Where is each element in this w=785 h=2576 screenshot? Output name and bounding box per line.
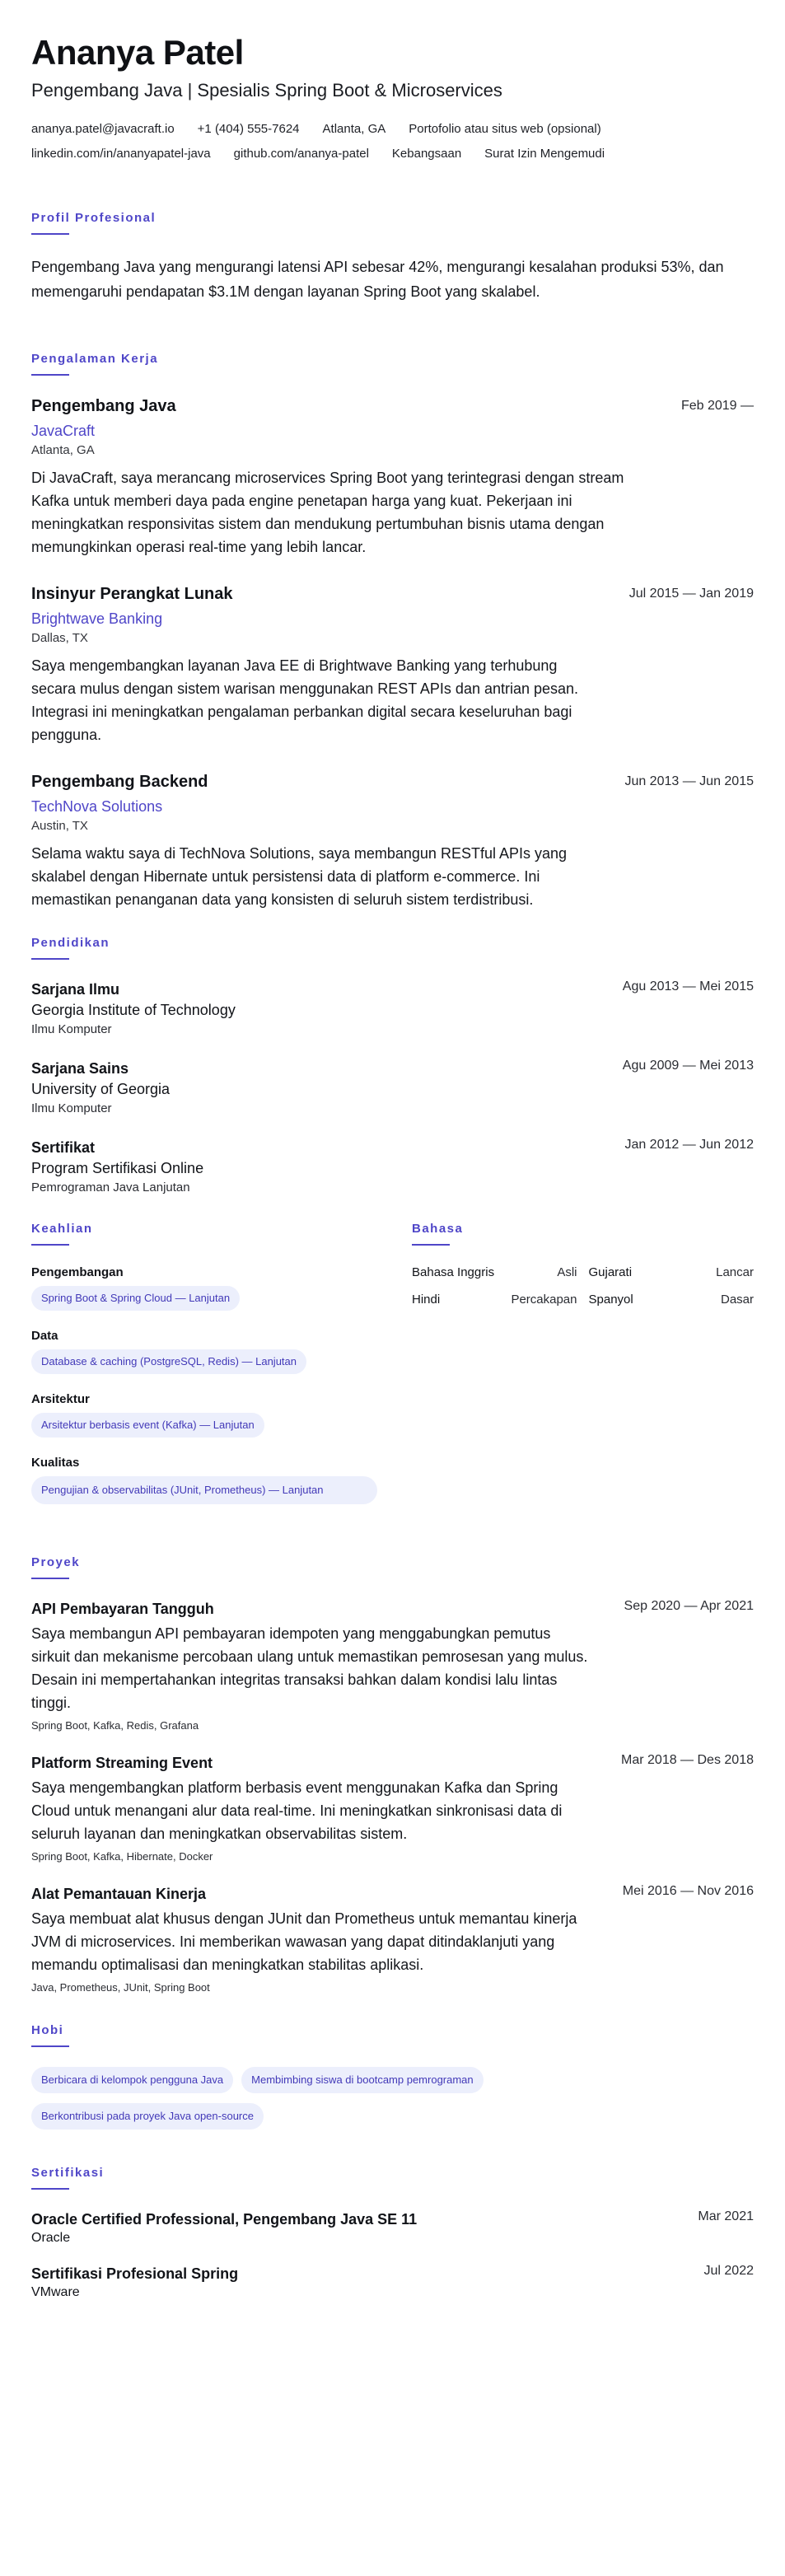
language-level: Asli: [557, 1265, 577, 1279]
language-list: [412, 1265, 754, 1307]
certification-item: [31, 2264, 754, 2302]
education-degree: Sarjana Ilmu: [31, 981, 120, 998]
education-body: [31, 1059, 170, 1118]
hobbies-section: [31, 2023, 754, 2130]
experience-description: Selama waktu saya di TechNova Solutions, saya membangun RESTful APIs yang skalabel dengan Hibernate untuk persistensi data di platform e-commerce. Ini memastikan penanganan data yang konsisten di seluruh sistem terdistribusi.: [31, 845, 568, 908]
section-divider: [31, 958, 69, 960]
experience-role: Insinyur Perangkat Lunak: [31, 585, 233, 603]
project-item: [31, 1884, 754, 1994]
certification-date: Mar 2021: [698, 2209, 754, 2223]
section-title-certifications: Sertifikasi: [31, 2166, 105, 2180]
certification-body: [31, 2264, 238, 2302]
project-tech-stack: Spring Boot, Kafka, Hibernate, Docker: [31, 1850, 213, 1863]
education-date: Jan 2012 — Jun 2012: [624, 1138, 754, 1152]
education-degree: Sarjana Sains: [31, 1060, 129, 1077]
experience-location: Atlanta, GA: [31, 443, 95, 457]
contact-location: Atlanta, GA: [322, 122, 386, 136]
experience-date: Feb 2019 —: [680, 399, 754, 413]
section-divider: [31, 374, 69, 376]
language-item: [589, 1265, 755, 1279]
certification-issuer: VMware: [31, 2285, 80, 2299]
education-school: Program Sertifikasi Online: [31, 1160, 204, 1176]
contact-phone[interactable]: +1 (404) 555-7624: [197, 122, 300, 136]
section-title-hobbies: Hobi: [31, 2023, 64, 2037]
section-divider: [412, 1244, 450, 1246]
education-item: [31, 1138, 754, 1197]
certification-issuer: Oracle: [31, 2231, 71, 2245]
projects-section: [31, 1555, 754, 1994]
skill-group: [31, 1329, 377, 1374]
contact-email[interactable]: ananya.patel@javacraft.io: [31, 122, 175, 136]
experience-role: Pengembang Backend: [31, 773, 208, 791]
education-school: Georgia Institute of Technology: [31, 1002, 236, 1018]
experience-company: JavaCraft: [31, 423, 96, 439]
project-description: Saya mengembangkan platform berbasis event menggunakan Kafka dan Spring Cloud untuk menangani alur data real-time. Ini meningkatkan sinkronisasi data di seluruh layanan dan meningkatkan observabilitas sistem.: [31, 1779, 563, 1842]
skill-tag: Pengujian & observabilitas (JUnit, Prometheus) — Lanjutan: [31, 1476, 377, 1504]
experience-company: TechNova Solutions: [31, 798, 163, 815]
language-item: [412, 1293, 577, 1307]
language-level: Lancar: [716, 1265, 754, 1279]
experience-description: Di JavaCraft, saya merancang microservices Spring Boot yang terintegrasi dengan stream Kafka untuk memberi daya pada engine penetapan harga yang kuat. Pekerjaan ini meningkatkan responsivitas sistem dan mendukung pertumbuhan bisnis utama dengan memungkinkan operasi real-time yang lebih lancar.: [31, 470, 624, 555]
contact-row-2: [31, 145, 754, 163]
contact-driving-license: Surat Izin Mengemudi: [484, 147, 605, 161]
project-tech-stack: Spring Boot, Kafka, Redis, Grafana: [31, 1719, 199, 1732]
education-field: Pemrograman Java Lanjutan: [31, 1180, 190, 1194]
experience-body: [31, 771, 600, 911]
experience-description: Saya mengembangkan layanan Java EE di Brightwave Banking yang terhubung secara mulus dengan sistem warisan menggunakan REST APIs dan antrian pesan. Integrasi ini meningkatkan pengalaman perbankan digital secara keseluruhan bagi pengguna.: [31, 657, 579, 743]
education-field: Ilmu Komputer: [31, 1022, 112, 1036]
project-body: [31, 1753, 591, 1863]
hobby-tag: Berbicara di kelompok pengguna Java: [31, 2067, 233, 2093]
candidate-headline: Pengembang Java | Spesialis Spring Boot & Microservices: [31, 80, 502, 101]
language-item: [412, 1265, 577, 1279]
project-description: Saya membangun API pembayaran idempoten yang menggabungkan pemutus sirkuit dan mekanisme percobaan ulang untuk memastikan pemrosesan yang mulus. Desain ini mempertahankan integritas transaksi bahkan dalam kondisi lalu lintas tinggi.: [31, 1625, 588, 1711]
hobby-tag: Berkontribusi pada proyek Java open-source: [31, 2103, 264, 2130]
section-divider: [31, 1578, 69, 1579]
project-date: Mei 2016 — Nov 2016: [622, 1884, 754, 1898]
profile-section: [31, 211, 754, 304]
skill-group: [31, 1265, 377, 1311]
experience-section: [31, 352, 754, 911]
experience-item: [31, 771, 754, 911]
skill-category: Arsitektur: [31, 1392, 90, 1406]
candidate-name: Ananya Patel: [31, 33, 244, 72]
project-body: [31, 1884, 591, 1994]
profile-summary: Pengembang Java yang mengurangi latensi API sebesar 42%, mengurangi kesalahan produksi 53%, dan memengaruhi pendapatan $3.1M dengan layanan Spring Boot yang skalabel.: [31, 259, 724, 300]
education-degree: Sertifikat: [31, 1139, 96, 1156]
certification-name: Oracle Certified Professional, Pengembang Java SE 11: [31, 2211, 418, 2228]
project-name: Platform Streaming Event: [31, 1755, 213, 1771]
contact-portfolio[interactable]: Portofolio atau situs web (opsional): [409, 122, 601, 136]
certifications-section: [31, 2166, 754, 2302]
contact-github[interactable]: github.com/ananya-patel: [233, 147, 369, 161]
project-tech-stack: Java, Prometheus, JUnit, Spring Boot: [31, 1981, 210, 1994]
skill-tag: Spring Boot & Spring Cloud — Lanjutan: [31, 1286, 240, 1311]
certification-name: Sertifikasi Profesional Spring: [31, 2265, 239, 2282]
project-date: Sep 2020 — Apr 2021: [624, 1599, 754, 1613]
section-title-profile: Profil Profesional: [31, 211, 157, 225]
education-body: [31, 979, 236, 1039]
section-title-skills: Keahlian: [31, 1222, 93, 1236]
project-name: API Pembayaran Tangguh: [31, 1601, 214, 1617]
certification-item: [31, 2209, 754, 2247]
skill-tag: Database & caching (PostgreSQL, Redis) — Lanjutan: [31, 1349, 306, 1374]
skills-languages-section: [31, 1222, 754, 1522]
hobby-tag: Membimbing siswa di bootcamp pemrograman: [241, 2067, 484, 2093]
section-divider: [31, 1244, 69, 1246]
section-title-projects: Proyek: [31, 1555, 81, 1569]
project-item: [31, 1753, 754, 1863]
experience-date: Jul 2015 — Jan 2019: [628, 587, 754, 601]
contact-row-1: [31, 120, 754, 138]
experience-company: Brightwave Banking: [31, 610, 163, 627]
education-body: [31, 1138, 203, 1197]
skill-category: Kualitas: [31, 1456, 80, 1470]
section-divider: [31, 2045, 69, 2047]
skill-category: Pengembangan: [31, 1265, 124, 1279]
hobby-list: [31, 2067, 608, 2130]
experience-role: Pengembang Java: [31, 397, 176, 415]
language-item: [589, 1293, 755, 1307]
skill-group: [31, 1456, 377, 1504]
section-divider: [31, 233, 69, 235]
language-level: Dasar: [720, 1293, 754, 1307]
education-item: [31, 979, 754, 1039]
language-level: Percakapan: [511, 1293, 577, 1307]
skill-group: [31, 1392, 377, 1438]
language-name: Bahasa Inggris: [412, 1265, 495, 1279]
language-name: Gujarati: [588, 1265, 633, 1279]
languages-column: [412, 1222, 754, 1522]
education-section: [31, 936, 754, 1197]
resume-header: [31, 33, 754, 163]
project-item: [31, 1599, 754, 1732]
experience-item: [31, 583, 754, 746]
language-name: Hindi: [412, 1293, 441, 1307]
skill-tag: Arsitektur berbasis event (Kafka) — Lanjutan: [31, 1413, 264, 1438]
skills-column: [31, 1222, 377, 1522]
language-name: Spanyol: [588, 1293, 633, 1307]
section-title-education: Pendidikan: [31, 936, 110, 950]
education-item: [31, 1059, 754, 1118]
experience-body: [31, 583, 600, 746]
education-school: University of Georgia: [31, 1081, 171, 1097]
education-date: Agu 2013 — Mei 2015: [622, 979, 754, 993]
experience-location: Austin, TX: [31, 819, 88, 833]
skill-category: Data: [31, 1329, 58, 1343]
education-field: Ilmu Komputer: [31, 1101, 112, 1115]
experience-body: [31, 395, 657, 559]
section-title-experience: Pengalaman Kerja: [31, 352, 159, 366]
section-title-languages: Bahasa: [412, 1222, 464, 1236]
certification-date: Jul 2022: [703, 2264, 754, 2278]
experience-item: [31, 395, 754, 559]
project-name: Alat Pemantauan Kinerja: [31, 1886, 207, 1902]
project-date: Mar 2018 — Des 2018: [621, 1753, 754, 1767]
project-body: [31, 1599, 591, 1732]
contact-nationality: Kebangsaan: [391, 147, 462, 161]
contact-linkedin[interactable]: linkedin.com/in/ananyapatel-java: [31, 147, 211, 161]
experience-location: Dallas, TX: [31, 631, 88, 645]
certification-body: [31, 2209, 417, 2247]
project-description: Saya membuat alat khusus dengan JUnit dan Prometheus untuk memantau kinerja JVM di microservices. Ini memberikan wawasan yang dapat ditindaklanjuti yang memandu optimalisasi dan meningkatkan stabilitas aplikasi.: [31, 1910, 577, 1973]
education-date: Agu 2009 — Mei 2013: [622, 1059, 754, 1073]
section-divider: [31, 2188, 69, 2190]
experience-date: Jun 2013 — Jun 2015: [624, 774, 754, 788]
